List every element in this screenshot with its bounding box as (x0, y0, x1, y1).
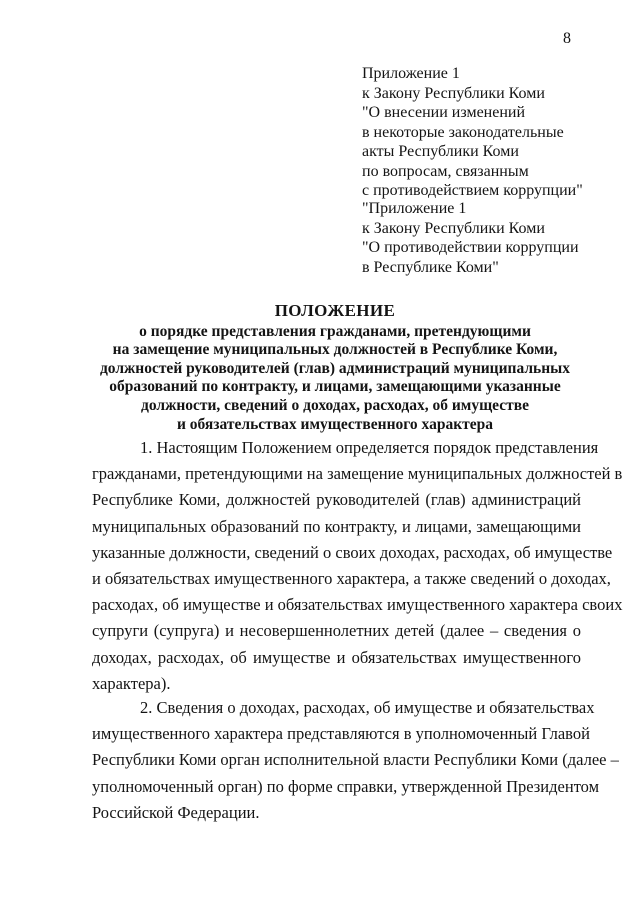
paragraph-line: 1. Настоящим Положением определяется порядок представления (140, 438, 599, 457)
appendix-line: "Приложение 1 (362, 200, 467, 217)
paragraph-line: Республике Коми, должностей руководителей (глав) администраций (92, 490, 581, 510)
paragraph-line: доходах, расходах, об имуществе и обязательствах имущественного (92, 647, 581, 667)
page-number: 8 (563, 30, 571, 47)
title-line: и обязательствах имущественного характера (177, 415, 493, 433)
paragraph-line: указанные должности, сведений о своих доходах, расходах, об имуществе (92, 542, 613, 562)
document-title (70, 302, 600, 434)
appendix-note-original-law (362, 199, 632, 277)
appendix-line: с противодействием коррупции" (362, 182, 583, 199)
paragraph-1 (92, 435, 623, 697)
appendix-line: Приложение 1 (362, 65, 460, 82)
appendix-line: "О противодействии коррупции (362, 239, 579, 256)
appendix-line: акты Республики Коми (362, 143, 519, 160)
appendix-line: в Республике Коми" (362, 258, 499, 276)
appendix-line: по вопросам, связанным (362, 162, 529, 180)
paragraph-line: муниципальных образований по контракту, и лицами, замещающими (92, 516, 581, 536)
paragraph-line: 2. Сведения о доходах, расходах, об имуществе и обязательствах (140, 698, 595, 717)
paragraph-2 (92, 695, 619, 826)
paragraph-line: Республики Коми орган исполнительной власти Республики Коми (далее – (92, 750, 619, 770)
paragraph-line: гражданами, претендующими на замещение муниципальных должностей в (92, 464, 623, 484)
title-line: должности, сведений о доходах, расходах, об имуществе (141, 396, 529, 414)
paragraph-line: и обязательствах имущественного характера, а также сведений о доходах, (92, 569, 611, 589)
paragraph-line: уполномоченный орган) по форме справки, утвержденной Президентом (92, 776, 600, 796)
title-heading: ПОЛОЖЕНИЕ (274, 301, 396, 320)
paragraph-line: расходах, об имуществе и обязательствах имущественного характера своих (92, 595, 623, 615)
appendix-line: к Закону Республики Коми (362, 219, 545, 237)
paragraph-line: имущественного характера представляются в уполномоченный Главой (92, 724, 590, 744)
paragraph-line: характера). (92, 673, 171, 693)
title-line: образований по контракту, и лицами, замещающими указанные (109, 378, 561, 396)
appendix-line: в некоторые законодательные (362, 123, 564, 141)
paragraph-line: супруги (супруга) и несовершеннолетних детей (далее – сведения о (92, 621, 581, 641)
title-line: должностей руководителей (глав) администраций муниципальных (99, 359, 571, 377)
paragraph-line: Российской Федерации. (92, 802, 260, 822)
appendix-note-amendment (362, 64, 632, 201)
title-line: о порядке представления гражданами, претендующими (139, 322, 531, 340)
appendix-line: к Закону Республики Коми (362, 84, 545, 102)
title-line: на замещение муниципальных должностей в Республике Коми, (112, 341, 558, 359)
appendix-line: "О внесении изменений (362, 104, 526, 121)
